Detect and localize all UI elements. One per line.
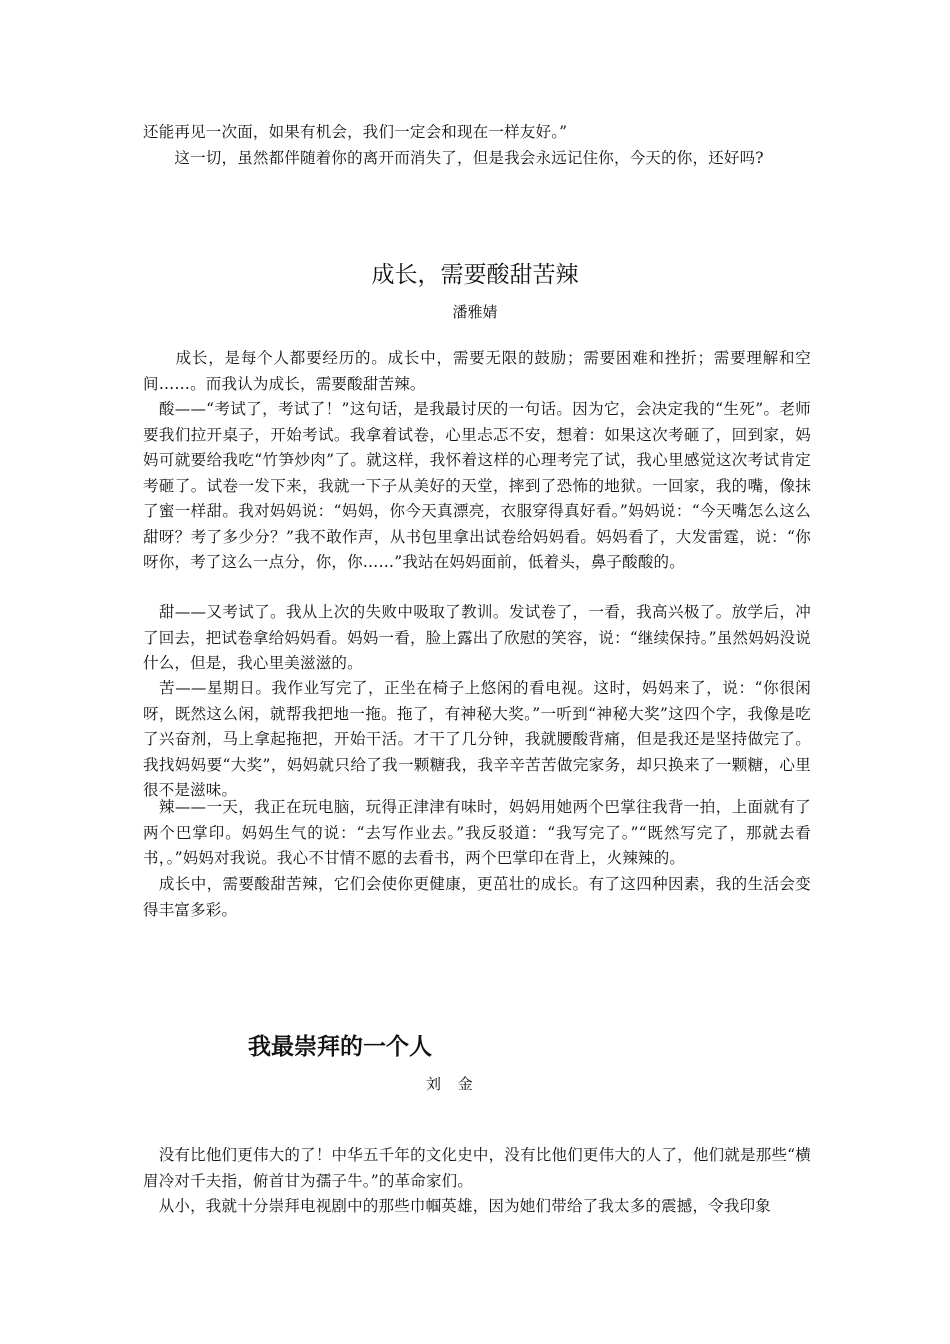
essay1-paragraph-5: 辣——一天，我正在玩电脑，玩得正津津有味时，妈妈用她两个巴掌往我背一拍，上面就有了两个巴掌印。妈妈生气的说：“去写作业去。”我反驳道：“我写完了。”“既然写完了，那就去看书，。”妈妈对我说。我心不甘情不愿的去看书，两个巴掌印在背上，火辣辣的。 (143, 798, 811, 867)
essay2-paragraph-1: 没有比他们更伟大的了！中华五千年的文化史中，没有比他们更伟大的人了，他们就是那些“横眉冷对千夫指，俯首甘为孺子牛。”的革命家们。 (143, 1146, 811, 1190)
essay1-paragraph-1: 成长，是每个人都要经历的。成长中，需要无限的鼓励；需要困难和挫折；需要理解和空间……。而我认为成长，需要酸甜苦辣。 (143, 349, 811, 393)
essay1-paragraph-6: 成长中，需要酸甜苦辣，它们会使你更健康，更茁壮的成长。有了这四种因素，我的生活会变得丰富多彩。 (143, 875, 811, 919)
opening-paragraph-2: 这一切，虽然都伴随着你的离开而消失了，但是我会永远记住你，今天的你，还好吗? (143, 149, 764, 167)
essay1-paragraph-4: 苦——星期日。我作业写完了，正坐在椅子上悠闲的看电视。这时，妈妈来了，说：“你很闲呀，既然这么闲，就帮我把地一拖。拖了，有神秘大奖。”一听到“神秘大奖”这四个字，我像是吃了兴奋剂，马上拿起拖把，开始干活。才干了几分钟，我就腰酸背痛，但是我还是坚持做完了。我找妈妈要“大奖”，妈妈就只给了我一颗糖我，我辛辛苦苦做完家务，却只换来了一颗糖，心里很不是滋味。 (143, 679, 811, 799)
essay1-author: 潘雅婧 (452, 303, 498, 321)
opening-paragraph-1: 还能再见一次面，如果有机会，我们一定会和现在一样友好。” (143, 123, 568, 141)
essay2-title: 我最崇拜的一个人 (248, 1033, 432, 1060)
essay2-author: 刘 金 (426, 1075, 479, 1093)
essay1-paragraph-3: 甜——又考试了。我从上次的失败中吸取了教训。发试卷了，一看，我高兴极了。放学后，冲了回去，把试卷拿给妈妈看。妈妈一看，脸上露出了欣慰的笑容，说：“继续保持。”虽然妈妈没说什么，但是，我心里美滋滋的。 (143, 603, 811, 672)
essay1-paragraph-2: 酸——“考试了，考试了！”这句话，是我最讨厌的一句话。因为它，会决定我的“生死”。老师要我们拉开桌子，开始考试。我拿着试卷，心里忐忑不安，想着：如果这次考砸了，回到家，妈妈可就要给我吃“竹笋炒肉”了。就这样，我怀着这样的心理考完了试，我心里感觉这次考试肯定考砸了。试卷一发下来，我就一下子从美好的天堂，摔到了恐怖的地狱。一回家，我的嘴，像抹了蜜一样甜。我对妈妈说：“妈妈，你今天真漂亮，衣服穿得真好看。”妈妈说：“今天嘴怎么这么甜呀？考了多少分？”我不敢作声，从书包里拿出试卷给妈妈看。妈妈看了，大发雷霆，说：“你呀你，考了这么一点分，你，你……”我站在妈妈面前，低着头，鼻子酸酸的。 (143, 400, 811, 571)
essay1-title: 成长，需要酸甜苦辣 (371, 262, 579, 288)
essay2-paragraph-2: 从小，我就十分崇拜电视剧中的那些巾帼英雄，因为她们带给了我太多的震撼，令我印象 (143, 1197, 772, 1215)
